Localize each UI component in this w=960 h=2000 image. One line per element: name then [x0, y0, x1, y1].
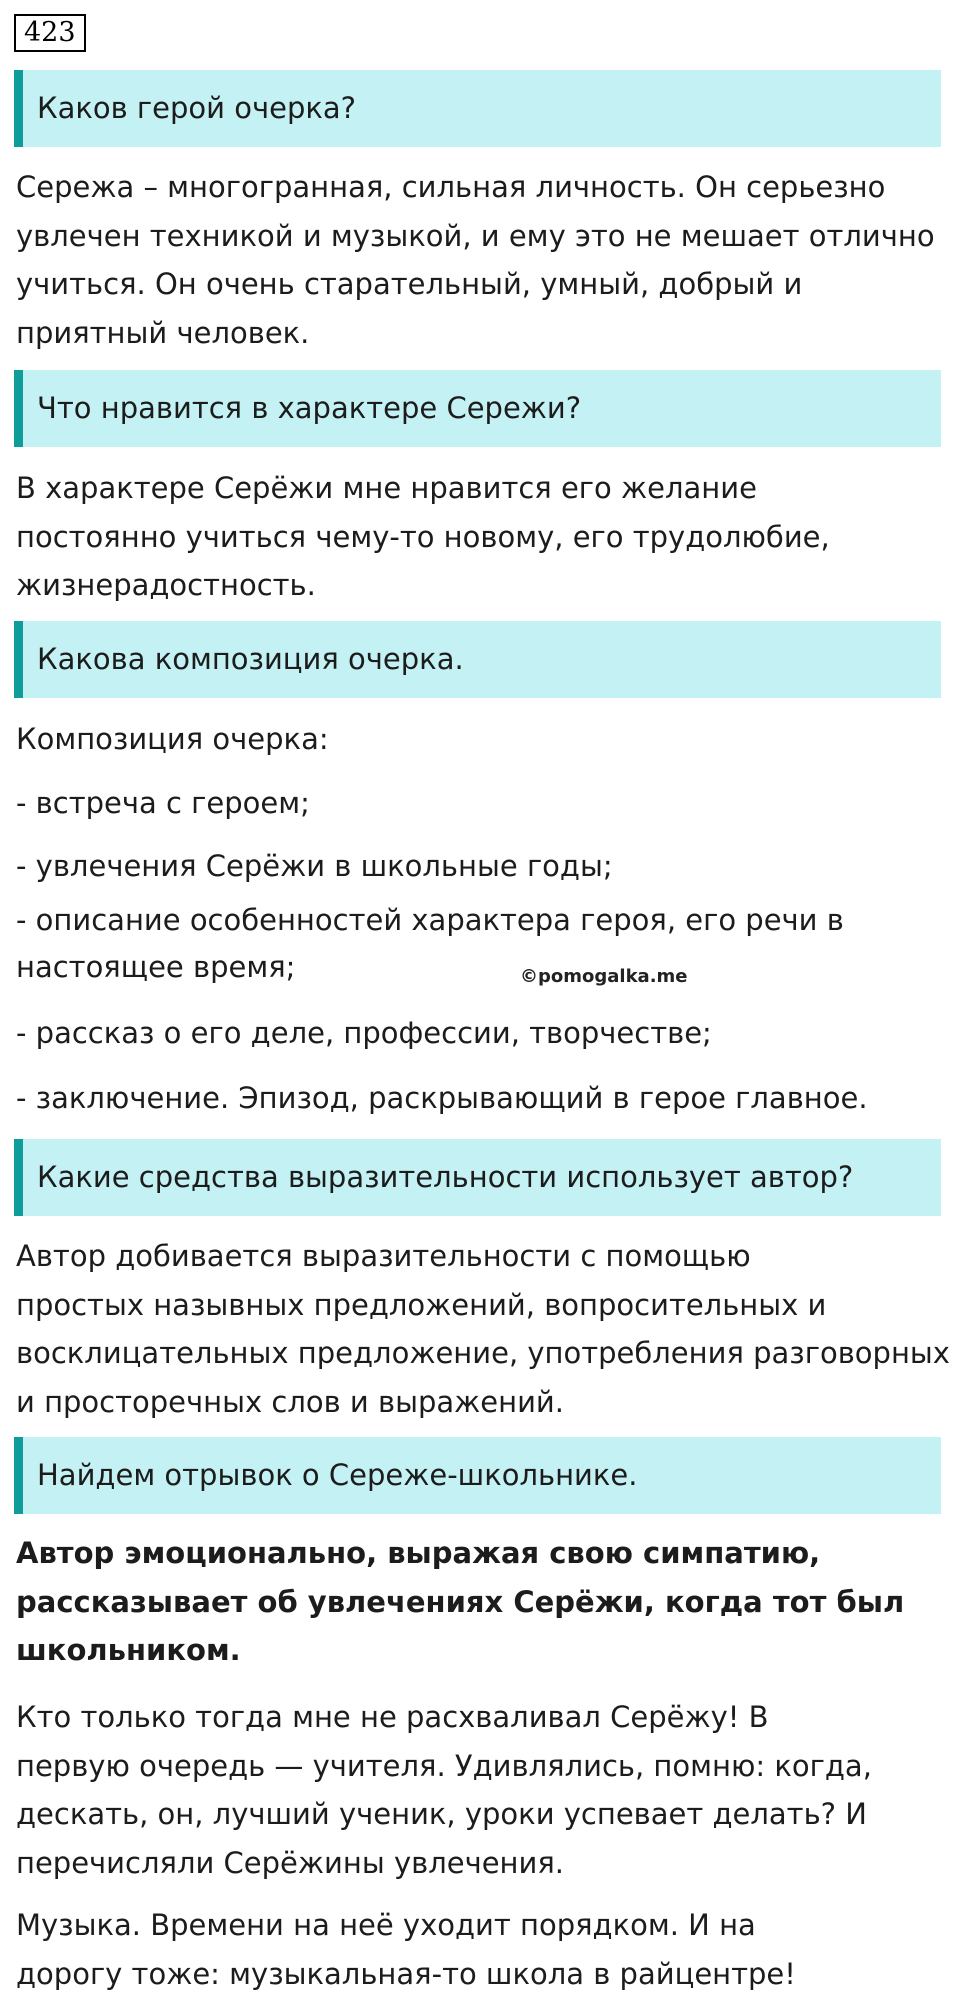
- answer-expressive-means: Автор добивается выразительности с помощью простых назывных предложений, вопросительных и восклицательных предложение, употребления разговорных и просторечных слов и выражений.: [16, 1239, 950, 1419]
- answer-character: В характере Серёжи мне нравится его желание постоянно учиться чему-то новому, его трудолюбие, жизнерадостность.: [16, 471, 830, 602]
- composition-item: - описание особенностей характера героя, его речи в: [16, 903, 844, 937]
- excerpt-quote-1: Кто только тогда мне не расхваливал Серёжу! В первую очередь — учителя. Удивлялись, помню: когда, дескать, он, лучший ученик, уроки успевает делать? И перечисляли Серёжины увлечения.: [16, 1700, 872, 1880]
- task-number: 423: [14, 14, 86, 52]
- composition-item: - встреча с героем;: [16, 786, 310, 820]
- excerpt-quote-2: Музыка. Времени на неё уходит порядком. И на дорогу тоже: музыкальная-то школа в райцентре!: [16, 1908, 796, 1991]
- composition-item: - рассказ о его деле, профессии, творчестве;: [16, 1016, 712, 1050]
- question-bar-expressive-means: Какие средства выразительности использует автор?: [14, 1139, 941, 1216]
- composition-intro: Композиция очерка:: [16, 722, 329, 756]
- question-bar-hero: Каков герой очерка?: [14, 70, 941, 147]
- composition-item-continued: настоящее время;: [16, 950, 296, 984]
- question-bar-schoolboy-excerpt: Найдем отрывок о Сереже-школьнике.: [14, 1437, 941, 1514]
- composition-item: - заключение. Эпизод, раскрывающий в герое главное.: [16, 1081, 868, 1115]
- question-bar-character: Что нравится в характере Сережи?: [14, 370, 941, 447]
- answer-hero: Сережа – многогранная, сильная личность. Он серьезно увлечен техникой и музыкой, и ему это не мешает отлично учиться. Он очень старательный, умный, добрый и приятный человек.: [16, 170, 935, 350]
- composition-item: - увлечения Серёжи в школьные годы;: [16, 849, 613, 883]
- question-bar-composition: Какова композиция очерка.: [14, 621, 941, 698]
- answer-schoolboy-bold: Автор эмоционально, выражая свою симпатию, рассказывает об увлечениях Серёжи, когда тот был школьником.: [16, 1536, 905, 1667]
- watermark: ©pomogalka.me: [520, 966, 688, 987]
